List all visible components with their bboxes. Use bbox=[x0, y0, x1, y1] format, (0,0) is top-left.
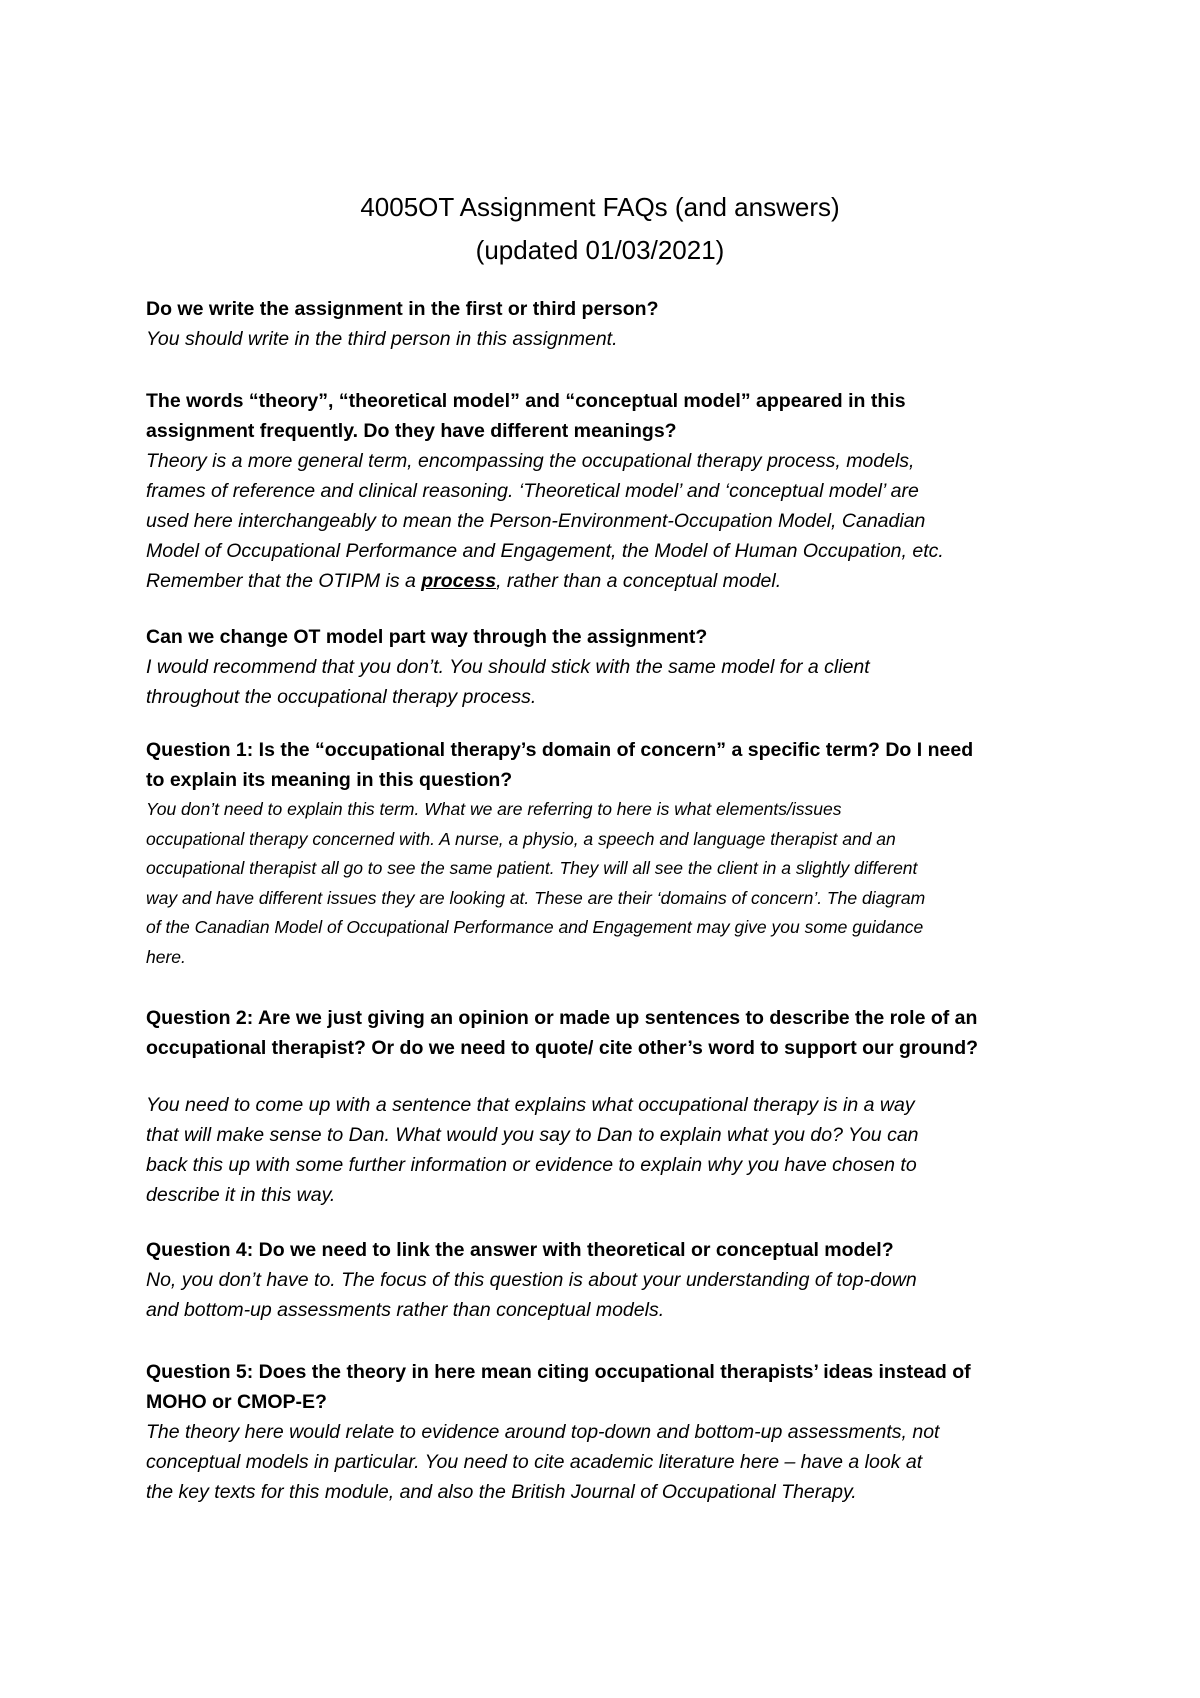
faq-item bbox=[146, 1003, 1076, 1210]
faq-item bbox=[146, 1357, 1076, 1507]
faq-answer: I would recommend that you don’t. You should stick with the same model for a client throughout the occupational therapy process. bbox=[146, 656, 870, 708]
faq-answer: No, you don’t have to. The focus of this question is about your understanding of top-down and bottom-up assessments rather than conceptual models. bbox=[146, 1269, 917, 1321]
faq-answer: You should write in the third person in this assignment. bbox=[146, 328, 618, 350]
document-updated-date: (updated 01/03/2021) bbox=[475, 235, 725, 265]
faq-item bbox=[146, 294, 1076, 354]
faq-question: Question 2: Are we just giving an opinion or made up sentences to describe the role of an occupational therapist? Or do we need to quote/ cite other’s word to support our ground? bbox=[146, 1007, 979, 1059]
faq-question: Question 4: Do we need to link the answer with theoretical or conceptual model? bbox=[146, 1239, 894, 1261]
faq-item bbox=[146, 1235, 1076, 1325]
faq-item bbox=[146, 735, 1076, 972]
faq-item bbox=[146, 622, 1076, 712]
faq-item bbox=[146, 386, 1076, 596]
faq-answer: Theory is a more general term, encompassing the occupational therapy process, models, frames of reference and clinical reasoning. ‘Theoretical model’ and ‘conceptual model’ are used here interchangeably to mean the Person-Environment-Occupation Model, Canadian Model of Occupational Performance and Engagement, the Model of Human Occupation, etc. Remember that the OTIPM is a process, rather than a conceptual model. bbox=[146, 450, 944, 592]
faq-question: The words “theory”, “theoretical model” and “conceptual model” appeared in this assignment frequently. Do they have different meanings? bbox=[146, 390, 906, 442]
faq-question: Question 1: Is the “occupational therapy’s domain of concern” a specific term? Do I need to explain its meaning in this question? bbox=[146, 739, 974, 791]
document-title: 4005OT Assignment FAQs (and answers) bbox=[360, 192, 840, 222]
faq-answer: The theory here would relate to evidence around top-down and bottom-up assessments, not conceptual models in particular. You need to cite academic literature here – have a look at the key texts for this module, and also the British Journal of Occupational Therapy. bbox=[146, 1421, 940, 1503]
faq-question: Can we change OT model part way through the assignment? bbox=[146, 626, 708, 648]
faq-answer: You need to come up with a sentence that explains what occupational therapy is in a way that will make sense to Dan. What would you say to Dan to explain what you do? You can back this up with some further information or evidence to explain why you have chosen to describe it in this way. bbox=[146, 1094, 919, 1206]
faq-question: Do we write the assignment in the first or third person? bbox=[146, 298, 659, 320]
faq-answer: You don’t need to explain this term. What we are referring to here is what elements/issues occupational therapy concerned with. A nurse, a physio, a speech and language therapist and an occupational therapist all go to see the same patient. They will all see the client in a slightly different way and have different issues they are looking at. These are their ‘domains of concern’. The diagram of the Canadian Model of Occupational Performance and Engagement may give you some guidance here. bbox=[146, 799, 926, 967]
emphasis-process: process bbox=[421, 570, 497, 592]
faq-question: Question 5: Does the theory in here mean citing occupational therapists’ ideas instead of MOHO or CMOP-E? bbox=[146, 1361, 971, 1413]
